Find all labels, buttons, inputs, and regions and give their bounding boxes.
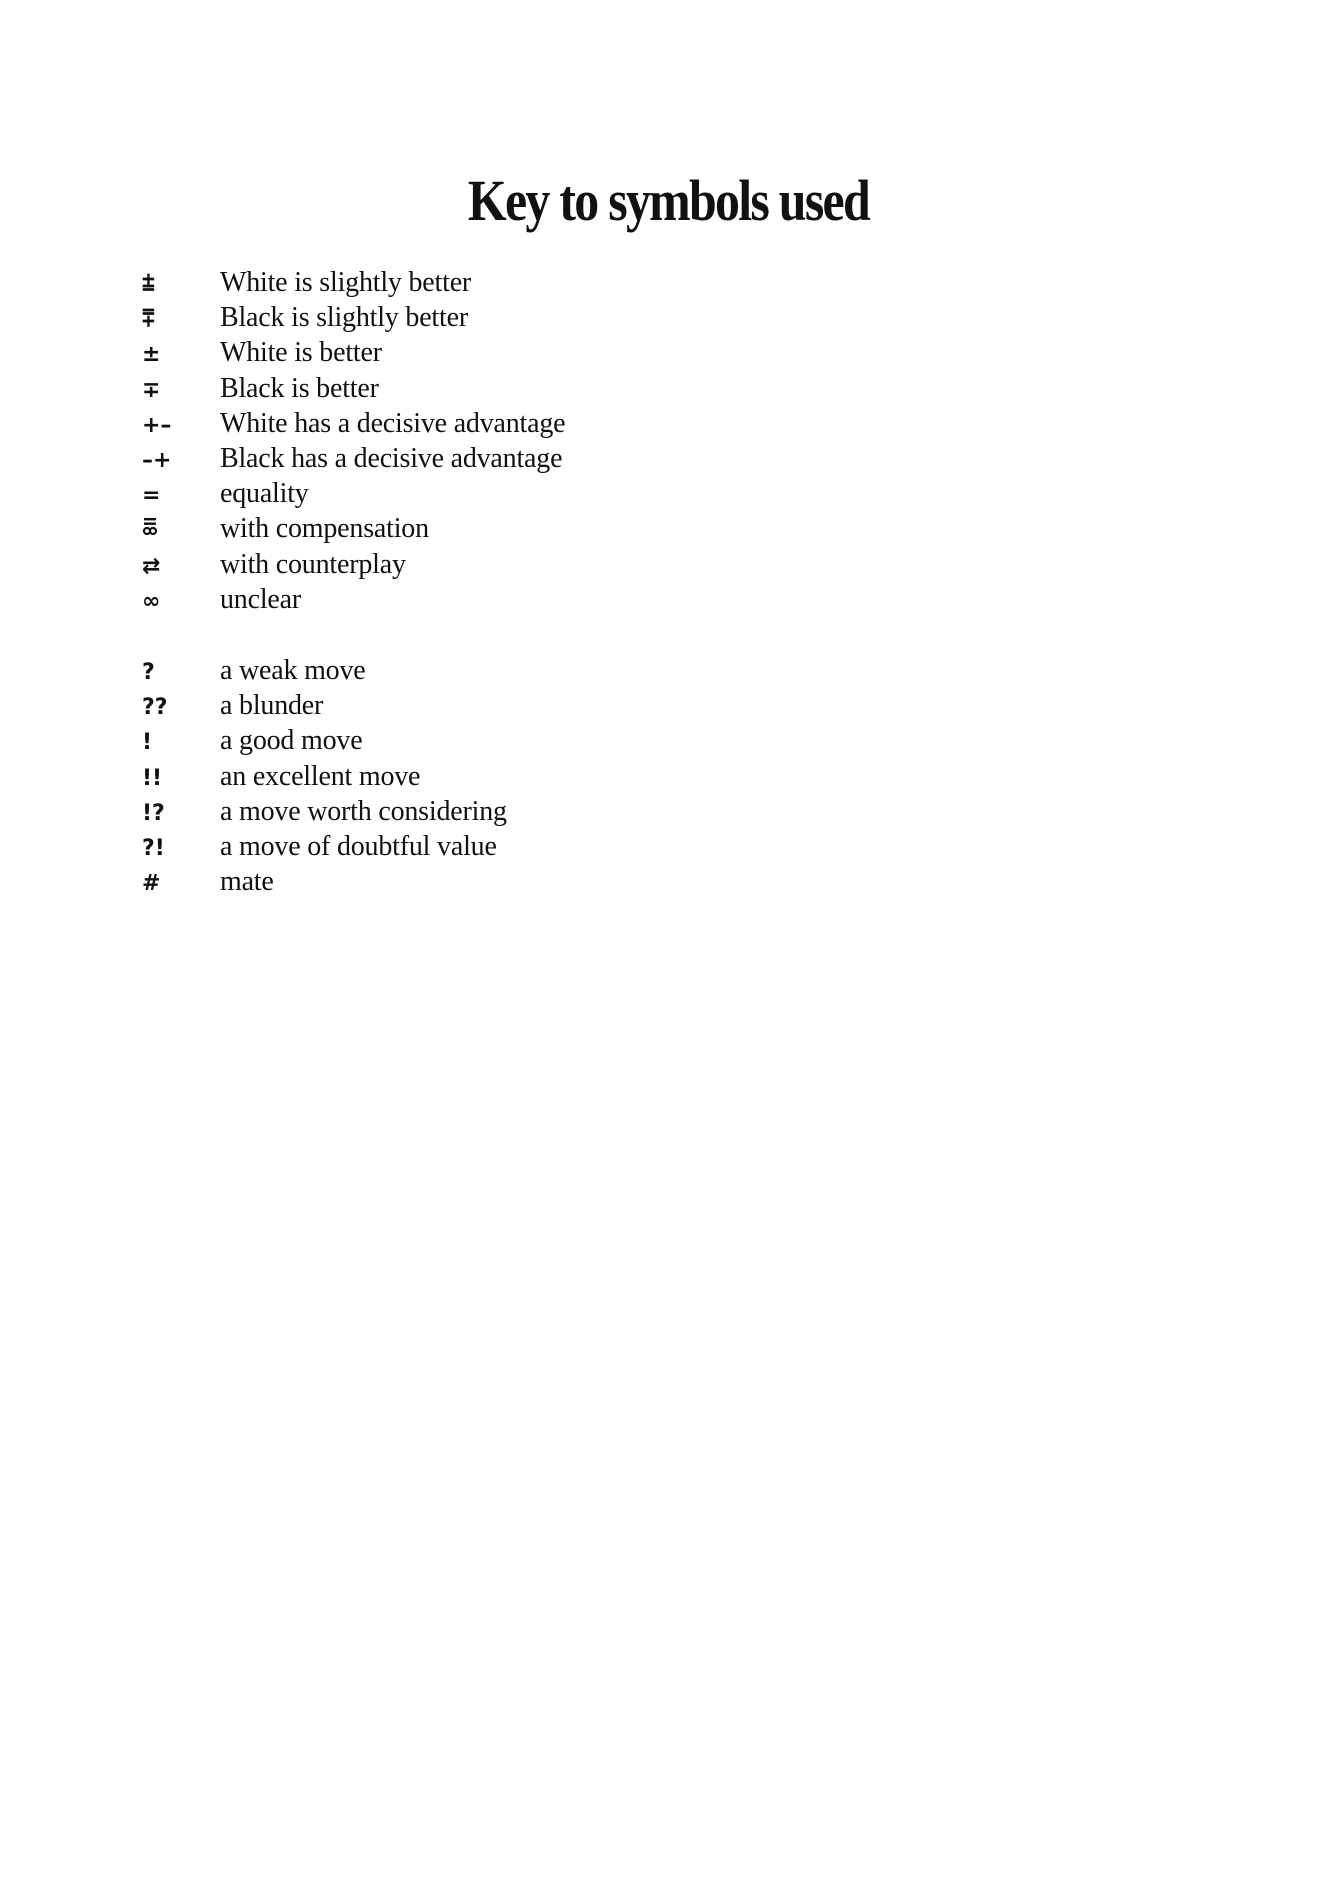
black-slightly-better-symbol: ⩱ xyxy=(142,307,155,333)
white-slightly-better-symbol: ⩲ xyxy=(142,272,155,297)
symbol-meaning: Black is slightly better xyxy=(220,302,468,334)
dubious-move-symbol: ?! xyxy=(142,835,165,861)
evaluation-symbols-list xyxy=(142,265,842,617)
compensation-icon xyxy=(142,517,158,537)
excellent-move-symbol: !! xyxy=(142,765,163,791)
symbol-meaning: mate xyxy=(220,866,274,898)
list-item xyxy=(142,864,842,899)
symbol-meaning: White has a decisive advantage xyxy=(220,407,566,439)
page-title: Key to symbols used xyxy=(467,168,869,233)
list-item xyxy=(142,582,842,617)
symbol-meaning: a move of doubtful value xyxy=(220,830,497,862)
symbol-meaning: an excellent move xyxy=(220,760,421,792)
list-item xyxy=(142,371,842,406)
counterplay-symbol: ⇄ xyxy=(142,553,161,579)
symbol-meaning: with compensation xyxy=(220,513,429,545)
symbol-meaning: Black is better xyxy=(220,372,379,404)
list-item xyxy=(142,547,842,582)
blunder-symbol: ?? xyxy=(142,695,168,721)
symbol-meaning: a good move xyxy=(220,725,363,757)
move-symbols-list xyxy=(142,653,842,899)
unclear-symbol: ∞ xyxy=(142,588,161,614)
interesting-move-symbol: !? xyxy=(142,800,165,826)
list-item xyxy=(142,335,842,370)
symbol-meaning: Black has a decisive advantage xyxy=(220,442,563,474)
black-better-symbol: ∓ xyxy=(142,377,161,403)
symbol-meaning: unclear xyxy=(220,583,301,615)
white-better-symbol: ± xyxy=(142,342,161,368)
list-item xyxy=(142,829,842,864)
list-item xyxy=(142,759,842,794)
symbol-meaning: White is better xyxy=(220,337,382,369)
good-move-symbol: ! xyxy=(142,730,153,756)
list-item xyxy=(142,441,842,476)
list-item xyxy=(142,406,842,441)
list-item xyxy=(142,265,842,300)
symbol-meaning: a blunder xyxy=(220,690,324,722)
symbol-meaning: a weak move xyxy=(220,655,366,686)
list-item xyxy=(142,653,842,688)
mate-symbol: # xyxy=(142,871,161,897)
symbol-meaning: equality xyxy=(220,478,309,510)
black-decisive-symbol: –+ xyxy=(142,447,172,473)
symbol-meaning: a move worth considering xyxy=(220,795,507,827)
list-item xyxy=(142,300,842,335)
list-item xyxy=(142,794,842,829)
equality-symbol: = xyxy=(142,483,161,509)
symbol-meaning: White is slightly better xyxy=(220,267,472,298)
list-item xyxy=(142,511,842,546)
compensation-symbol xyxy=(142,513,220,548)
list-item xyxy=(142,476,842,511)
symbol-meaning: with counterplay xyxy=(220,548,406,580)
list-item xyxy=(142,723,842,758)
list-item xyxy=(142,688,842,723)
white-decisive-symbol: +– xyxy=(142,412,172,438)
weak-move-symbol: ? xyxy=(142,660,155,685)
